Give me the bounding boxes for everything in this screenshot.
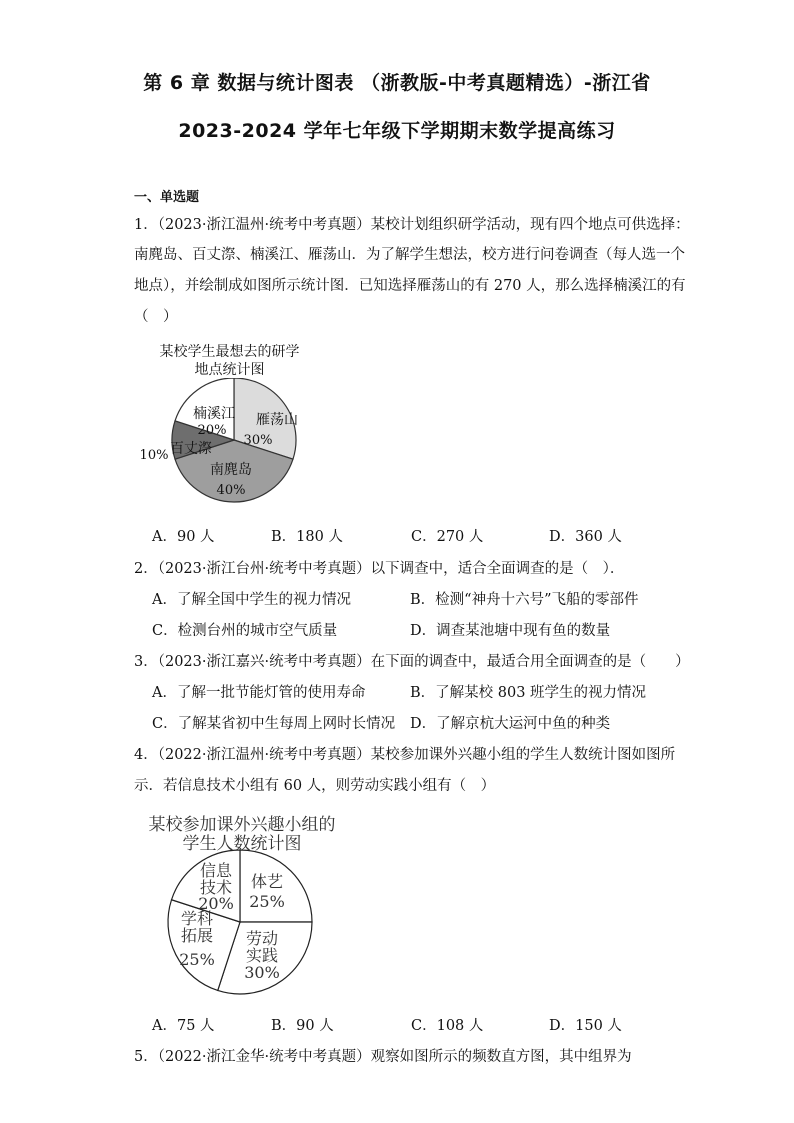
q4-line-2: 示．若信息技术小组有 60 人，则劳动实践小组有（ ） [134, 778, 496, 794]
chart2-label-tiyi-0: 体艺 [250, 872, 284, 891]
chart1-title-line-2: 地点统计图 [194, 362, 265, 378]
chart2-label-xueke-0: 学科 [180, 909, 214, 928]
pie-chart-2 [160, 845, 320, 1001]
chart2-title-line-2: 学生人数统计图 [182, 834, 302, 854]
q4-option-c[interactable]: C．108 人 [411, 1018, 484, 1034]
q3-option-c[interactable]: C．了解某省初中生每周上网时长情况 [152, 716, 396, 732]
q2-option-c[interactable]: C．检测台州的城市空气质量 [152, 623, 338, 639]
q1-option-b[interactable]: B．180 人 [271, 529, 343, 545]
document-title-line-1: 第 6 章 数据与统计图表 （浙教版-中考真题精选）-浙江省 [143, 72, 651, 94]
chart2-label-xinxi-0: 信息 [199, 861, 233, 880]
chart1-title-line-1: 某校学生最想去的研学 [159, 344, 300, 360]
q1-line-3: 地点），并绘制成如图所示统计图．已知选择雁荡山的有 270 人，那么选择楠溪江的有 [134, 278, 686, 294]
chart1-label-nanji: 南麂岛 [210, 462, 252, 478]
chart1-pct-yandang: 30% [243, 433, 273, 448]
chart2-pct-laodong: 30% [244, 963, 280, 982]
q3-option-b[interactable]: B．了解某校 803 班学生的视力情况 [410, 685, 647, 701]
q4-option-d[interactable]: D．150 人 [549, 1018, 622, 1034]
pie-chart-1 [130, 378, 320, 508]
chart2-label-xinxi-1: 技术 [199, 878, 233, 897]
q4-option-b[interactable]: B．90 人 [271, 1018, 334, 1034]
q1-line-1: 1．（2023·浙江温州·统考中考真题）某校计划组织研学活动，现有四个地点可供选择： [134, 217, 690, 233]
chart1-pct-nanxi: 20% [197, 423, 227, 438]
q3-option-a[interactable]: A．了解一批节能灯管的使用寿命 [152, 685, 366, 701]
q1-line-2: 南麂岛、百丈漈、楠溪江、雁荡山．为了解学生想法，校方进行问卷调查（每人选一个 [134, 247, 685, 263]
q2-line-1: 2．（2023·浙江台州·统考中考真题）以下调查中，适合全面调查的是（ ）． [134, 561, 625, 577]
chart2-pct-tiyi: 25% [249, 892, 285, 911]
chart1-label-baizhang: 百丈漈 [170, 441, 212, 457]
q2-option-b[interactable]: B．检测“神舟十六号”飞船的零部件 [410, 592, 639, 608]
q3-line-1: 3．（2023·浙江嘉兴·统考中考真题）在下面的调查中，最适合用全面调查的是（ ） [134, 654, 690, 670]
chart2-pct-xueke: 25% [179, 950, 215, 969]
chart2-pct-xinxi: 20% [198, 894, 234, 913]
chart2-title-line-1: 某校参加课外兴趣小组的 [148, 815, 336, 835]
q1-option-a[interactable]: A．90 人 [152, 529, 215, 545]
q5-line-1: 5．（2022·浙江金华·统考中考真题）观察如图所示的频数直方图，其中组界为 [134, 1049, 632, 1065]
q2-option-a[interactable]: A．了解全国中学生的视力情况 [152, 592, 351, 608]
q1-option-c[interactable]: C．270 人 [411, 529, 484, 545]
chart1-pct-nanji: 40% [216, 483, 246, 498]
chart2-label-xueke-1: 拓展 [180, 926, 214, 945]
q4-line-1: 4．（2022·浙江温州·统考中考真题）某校参加课外兴趣小组的学生人数统计图如图所 [134, 747, 676, 763]
document-title-line-2: 2023-2024 学年七年级下学期期末数学提高练习 [178, 120, 616, 142]
q3-option-d[interactable]: D．了解京杭大运河中鱼的种类 [410, 716, 611, 732]
chart2-label-laodong-1: 实践 [245, 946, 279, 965]
q2-option-d[interactable]: D．调查某池塘中现有鱼的数量 [410, 623, 611, 639]
chart1-label-nanxi: 楠溪江 [193, 406, 235, 422]
chart1-pct-baizhang: 10% [139, 448, 169, 463]
chart1-label-yandang: 雁荡山 [256, 412, 298, 428]
q4-option-a[interactable]: A．75 人 [152, 1018, 215, 1034]
section-heading: 一、单选题 [134, 190, 200, 205]
q1-line-4: （ ） [134, 309, 178, 325]
q1-option-d[interactable]: D．360 人 [549, 529, 622, 545]
chart2-label-laodong-0: 劳动 [245, 929, 279, 948]
